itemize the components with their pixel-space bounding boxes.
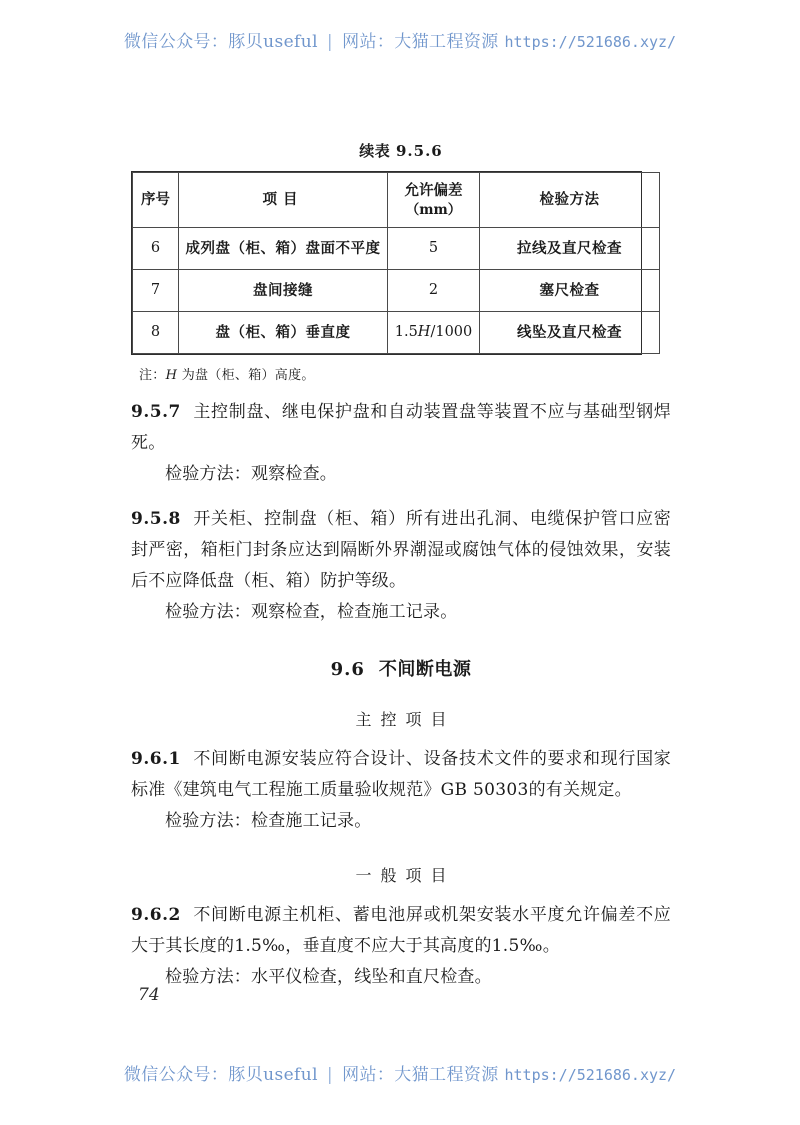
- watermark-separator: |: [326, 1065, 334, 1085]
- table-header-row: [133, 173, 660, 228]
- page-number: 74: [138, 985, 160, 1005]
- header-item-label: 项目: [262, 191, 304, 209]
- watermark-site-label: 网站：大猫工程资源: [342, 1065, 499, 1085]
- clause-text-part2: 的有关规定。: [528, 780, 632, 800]
- cell-method: 塞尺检查: [480, 270, 660, 312]
- cell-item: 盘间接缝: [179, 270, 388, 312]
- deviation-value-suffix: /1000: [430, 323, 473, 340]
- standard-code: GB 50303: [440, 780, 529, 800]
- cell-deviation: 5: [388, 228, 480, 270]
- clause-text-part1: 不间断电源安装应符合设计、设备技术文件的要求和现行国家标准《建筑电气工程施工质量验收规范》: [131, 749, 671, 800]
- section-number: 9.6: [330, 659, 365, 680]
- clause-9-6-2-method: 检验方法：水平仪检查，线坠和直尺检查。: [165, 967, 492, 987]
- table-note: [139, 364, 671, 383]
- deviation-value-prefix: 1.5: [394, 323, 418, 340]
- clause-9-5-8: [131, 504, 671, 597]
- header-deviation-unit: （mm）: [405, 201, 462, 218]
- clause-9-6-2: [131, 900, 671, 962]
- cell-item: 成列盘（柜、箱）盘面不平度: [179, 228, 388, 270]
- table-row: [133, 312, 660, 354]
- header-cell-method: 检验方法: [480, 173, 660, 228]
- watermark-url: https://521686.xyz/: [504, 1066, 677, 1084]
- watermark-url: https://521686.xyz/: [504, 33, 677, 51]
- clause-text-part1: 不间断电源主机柜、蓄电池屏或机架安装水平度允许偏差不应大于其长度的: [131, 905, 671, 956]
- cell-method: 线坠及直尺检查: [480, 312, 660, 354]
- cell-deviation: 2: [388, 270, 480, 312]
- cell-no: 8: [133, 312, 179, 354]
- watermark-bottom: [0, 1060, 800, 1085]
- watermark-wechat-label: 微信公众号：豚贝useful: [123, 32, 318, 52]
- spec-table: [132, 172, 660, 354]
- clause-9-5-8-method: 检验方法：观察检查，检查施工记录。: [165, 602, 458, 622]
- cell-method: 拉线及直尺检查: [480, 228, 660, 270]
- clause-number: 9.6.1: [131, 749, 181, 769]
- header-cell-deviation: [388, 173, 480, 228]
- clause-text: 主控制盘、继电保护盘和自动装置盘等装置不应与基础型钢焊死。: [131, 402, 671, 453]
- table-caption-number: 9.5.6: [395, 142, 443, 160]
- watermark-wechat-label: 微信公众号：豚贝useful: [123, 1065, 318, 1085]
- cell-item: 盘（柜、箱）垂直度: [179, 312, 388, 354]
- table-note-prefix: 注：: [139, 368, 166, 383]
- table-row: [133, 228, 660, 270]
- table-note-variable: H: [165, 368, 178, 383]
- watermark-top: [0, 27, 800, 52]
- subsection-main-control: 主控项目: [355, 710, 456, 729]
- clause-9-5-7: [131, 397, 671, 459]
- header-cell-item: [179, 173, 388, 228]
- tolerance-value-height: 1.5‰: [491, 936, 543, 956]
- spec-table-wrapper: [131, 171, 642, 355]
- table-caption-prefix: 续表: [359, 142, 391, 160]
- table-row: [133, 270, 660, 312]
- watermark-separator: |: [326, 32, 334, 52]
- header-deviation-label: 允许偏差: [404, 182, 463, 200]
- clause-number: 9.5.8: [131, 509, 181, 529]
- cell-no: 7: [133, 270, 179, 312]
- clause-text-part2: ，垂直度不应大于其高度的: [285, 936, 492, 956]
- table-caption: [131, 140, 671, 161]
- clause-9-5-7-method: 检验方法：观察检查。: [165, 464, 337, 484]
- section-heading-9-6: [131, 655, 671, 681]
- clause-number: 9.5.7: [131, 402, 181, 422]
- cell-deviation: [388, 312, 480, 354]
- watermark-site-label: 网站：大猫工程资源: [342, 32, 499, 52]
- clause-text-part3: 。: [542, 936, 560, 956]
- cell-no: 6: [133, 228, 179, 270]
- clause-9-6-1: [131, 744, 671, 806]
- subsection-general: 一般项目: [355, 866, 456, 885]
- table-note-text: 为盘（柜、箱）高度。: [181, 368, 315, 383]
- tolerance-value-length: 1.5‰: [234, 936, 286, 956]
- deviation-variable: H: [417, 323, 431, 340]
- clause-9-6-1-method: 检验方法：检查施工记录。: [165, 811, 372, 831]
- header-cell-no: 序号: [133, 173, 179, 228]
- clause-text: 开关柜、控制盘（柜、箱）所有进出孔洞、电缆保护管口应密封严密，箱柜门封条应达到隔断外界潮湿或腐蚀气体的侵蚀效果，安装后不应降低盘（柜、箱）防护等级。: [131, 509, 671, 591]
- page-content: [131, 140, 671, 993]
- section-title: 不间断电源: [378, 659, 472, 680]
- clause-number: 9.6.2: [131, 905, 181, 925]
